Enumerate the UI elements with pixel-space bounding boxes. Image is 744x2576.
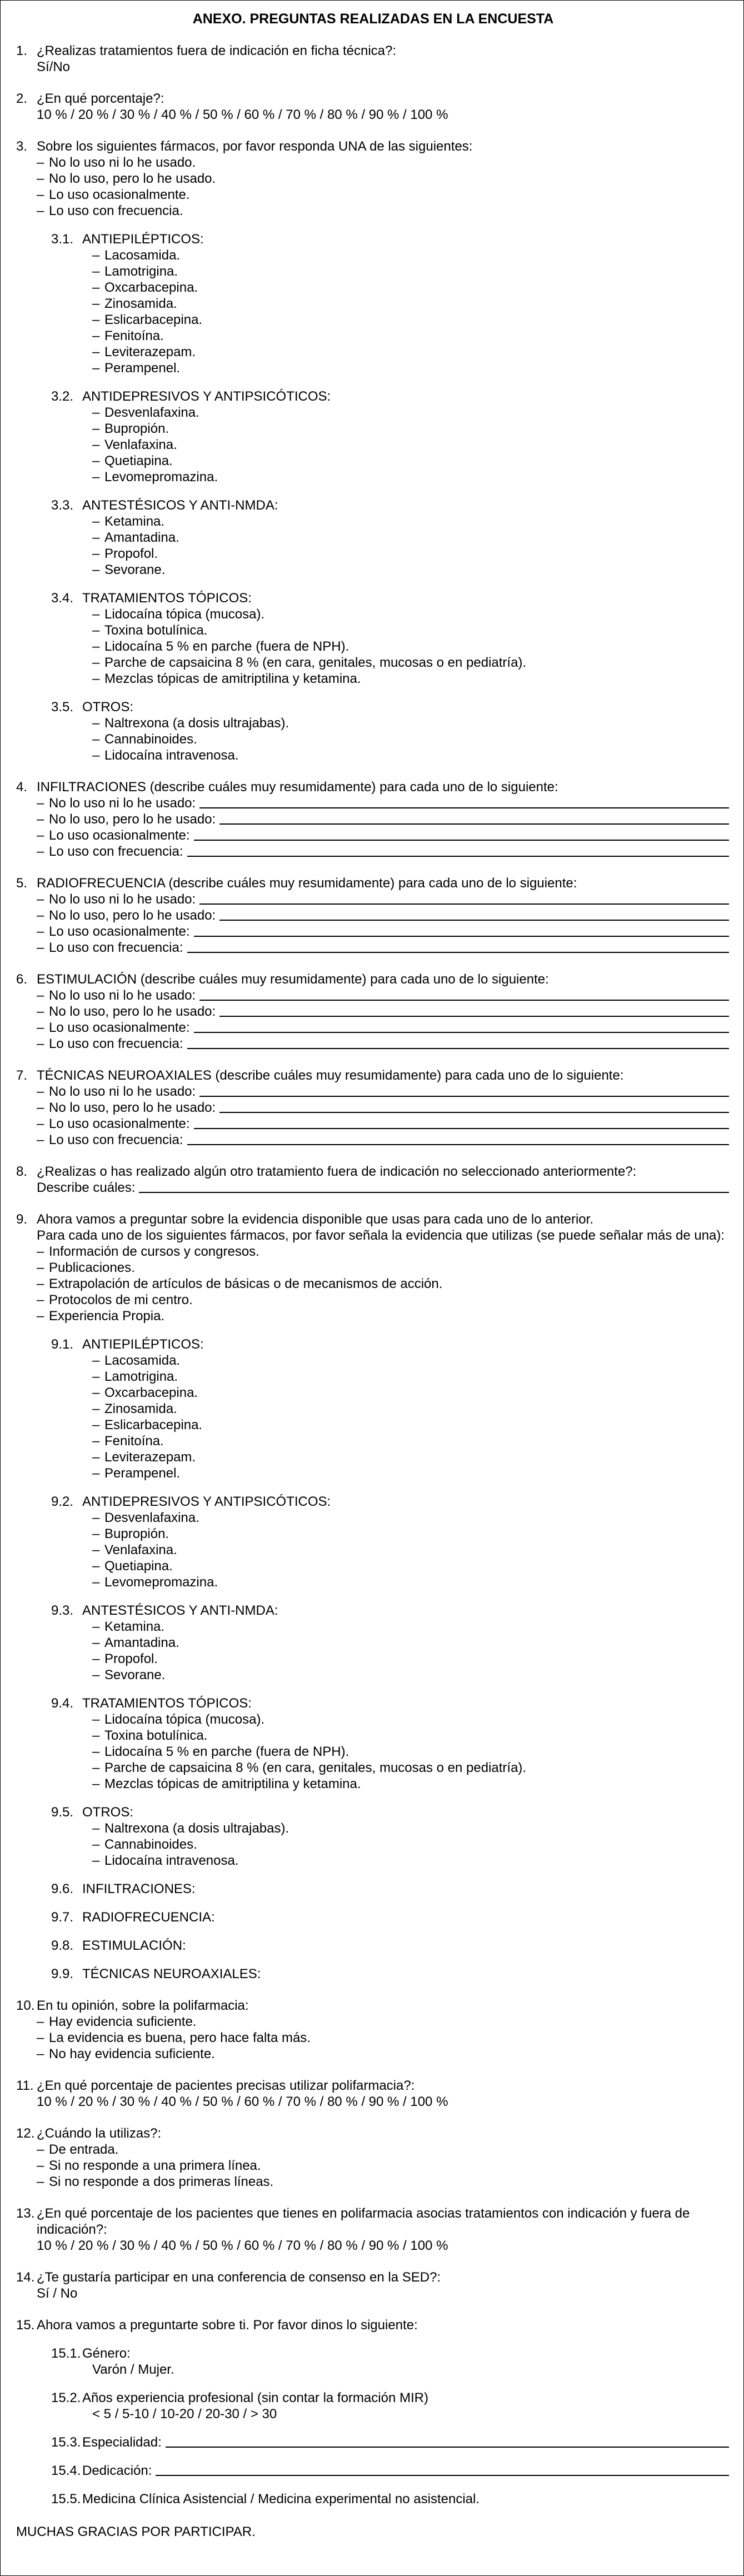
list-item: – Desvenlafaxina. [92, 405, 730, 421]
question-text: ¿Realizas tratamientos fuera de indicación en ficha técnica?: [37, 43, 397, 58]
list-item-label: – Lo uso ocasionalmente: [49, 1020, 190, 1035]
list-item-label: – No lo uso ni lo he usado: [49, 796, 196, 811]
subsection-number: 15.3. [51, 2435, 81, 2450]
fill-in-line [187, 952, 730, 953]
question-text: En tu opinión, sobre la polifarmacia: [37, 1998, 249, 2013]
subsection-number: 3.1. [51, 232, 74, 247]
list-item: – Fenitoína. [92, 328, 730, 344]
subsection-body [82, 1494, 730, 1590]
subsection-number: 9.1. [51, 1337, 74, 1352]
question [16, 2317, 730, 2507]
list-item: – No hay evidencia suficiente. [37, 2046, 730, 2062]
question-number: 1. [16, 43, 28, 58]
subsection-number: 9.9. [51, 1966, 74, 1981]
subsection-title: OTROS: [82, 1805, 134, 1820]
subsection-title: INFILTRACIONES: [82, 1881, 196, 1896]
list-item: – Venlafaxina. [92, 437, 730, 453]
list-item: – Quetiapina. [92, 453, 730, 469]
subsection-body [82, 1602, 730, 1683]
list-item-fill [37, 907, 730, 923]
question-text: TÉCNICAS NEUROAXIALES (describe cuáles muy resumidamente) para cada uno de lo siguiente: [37, 1068, 624, 1083]
fill-in-line [194, 840, 730, 841]
subsection-body [82, 2434, 730, 2450]
list-item: – Protocolos de mi centro. [37, 1292, 730, 1308]
fill-in-line [187, 1048, 730, 1049]
list-item-fill [37, 987, 730, 1004]
list-item-fill [37, 795, 730, 811]
subsection [51, 231, 730, 376]
subsection-title: Especialidad: [82, 2435, 162, 2450]
list-item: – Amantadina. [92, 530, 730, 546]
list-item: – Lidocaína intravenosa. [92, 747, 730, 763]
list-item: – Lacosamida. [92, 247, 730, 263]
question-number: 11. [16, 2078, 34, 2093]
list-item: – Cannabinoides. [92, 731, 730, 747]
question-number: 14. [16, 2270, 35, 2285]
question-number: 5. [16, 876, 28, 891]
subsection [51, 1909, 730, 1925]
list-item-label: – No lo uso, pero lo he usado: [49, 908, 216, 923]
subsection-number: 15.5. [51, 2492, 81, 2507]
subsection-title-row [82, 2463, 730, 2479]
subsection-body [82, 1336, 730, 1481]
list-item-fill [37, 923, 730, 940]
list-item: – Sevorane. [92, 1667, 730, 1683]
subsection-number: 9.2. [51, 1494, 74, 1509]
subsection [51, 2434, 730, 2450]
document-title: ANEXO. PREGUNTAS REALIZADAS EN LA ENCUESTA [192, 11, 554, 27]
closing-text: MUCHAS GRACIAS POR PARTICIPAR. [16, 2524, 256, 2539]
subsection-number: 15.4. [51, 2463, 81, 2478]
subsection [51, 590, 730, 687]
subsection-title: Dedicación: [82, 2463, 152, 2478]
question [16, 2269, 730, 2302]
subsection [51, 1602, 730, 1683]
question-number: 3. [16, 139, 28, 154]
subsection-number: 3.5. [51, 700, 74, 715]
list-item: – De entrada. [37, 2141, 730, 2158]
list-item: – Leviterazepam. [92, 344, 730, 360]
question-number: 4. [16, 780, 28, 795]
fill-item [37, 1180, 730, 1196]
subsection-title: ANTIDEPRESIVOS Y ANTIPSICÓTICOS: [82, 1494, 331, 1509]
fill-in-line [199, 1096, 729, 1097]
list-item-fill [37, 940, 730, 956]
question [16, 91, 730, 123]
subsection-number: 9.7. [51, 1910, 74, 1925]
list-item: – Parche de capsaicina 8 % (en cara, genitales, mucosas o en pediatría). [92, 655, 730, 671]
subsection-title-row [82, 2434, 730, 2450]
list-item-label: – No lo uso, pero lo he usado: [49, 1004, 216, 1019]
question-number: 8. [16, 1164, 28, 1179]
list-item: – Lo uso con frecuencia. [37, 203, 730, 219]
list-item: – Parche de capsaicina 8 % (en cara, genitales, mucosas o en pediatría). [92, 1760, 730, 1776]
question [16, 2125, 730, 2190]
question-body [37, 2078, 730, 2110]
question-text: ¿En qué porcentaje de pacientes precisas utilizar polifarmacia?: [37, 2078, 415, 2093]
subsection-body [82, 388, 730, 485]
question-text: ¿Te gustaría participar en una conferencia de consenso en la SED?: [37, 2270, 441, 2285]
question-body [37, 2125, 730, 2190]
subsection [51, 2463, 730, 2479]
subsection [51, 1804, 730, 1869]
answer-options: 10 % / 20 % / 30 % / 40 % / 50 % / 60 % / 70 % / 80 % / 90 % / 100 % [37, 107, 448, 122]
subsection-title: OTROS: [82, 700, 134, 715]
subsection [51, 1938, 730, 1954]
question-body [37, 1998, 730, 2062]
subsection [51, 1695, 730, 1792]
subsection-title: RADIOFRECUENCIA: [82, 1910, 215, 1925]
list-item: – Experiencia Propia. [37, 1308, 730, 1324]
list-item-label: – Lo uso con frecuencia: [49, 1132, 183, 1147]
fill-in-line [194, 936, 730, 937]
question-body [37, 43, 730, 75]
subsection-title: ANTIEPILÉPTICOS: [82, 1337, 204, 1352]
list-item: – Perampenel. [92, 1465, 730, 1481]
question-text: Sobre los siguientes fármacos, por favor responda UNA de las siguientes: [37, 139, 473, 154]
subsection [51, 497, 730, 578]
list-item: – Información de cursos y congresos. [37, 1244, 730, 1260]
question [16, 2078, 730, 2110]
question-text: ¿En qué porcentaje?: [37, 91, 164, 106]
subsection-number: 9.6. [51, 1881, 74, 1896]
question-text: Para cada uno de los siguientes fármacos, por favor señala la evidencia que utilizas (se puede señalar más de una): [37, 1228, 725, 1243]
subsection-body [82, 231, 730, 376]
list-item: – Hay evidencia suficiente. [37, 2014, 730, 2030]
list-item: – Extrapolación de artículos de básicas o de mecanismos de acción. [37, 1276, 730, 1292]
answer-options: < 5 / 5-10 / 10-20 / 20-30 / > 30 [92, 2407, 277, 2422]
subsection-title: Años experiencia profesional (sin contar la formación MIR) [82, 2390, 428, 2405]
fill-in-line [199, 807, 729, 808]
list-item-label: – Lo uso con frecuencia: [49, 844, 183, 859]
list-item: – Lacosamida. [92, 1352, 730, 1369]
subsection-number: 9.5. [51, 1805, 74, 1820]
answer-options: Varón / Mujer. [92, 2362, 174, 2377]
list-item: – Naltrexona (a dosis ultrajabas). [92, 1820, 730, 1836]
subsection-title: ANTESTÉSICOS Y ANTI-NMDA: [82, 1603, 278, 1618]
list-item: – Publicaciones. [37, 1260, 730, 1276]
list-item: – Toxina botulínica. [92, 622, 730, 638]
list-item: – Cannabinoides. [92, 1836, 730, 1853]
subsection-body [82, 1695, 730, 1792]
question-text: INFILTRACIONES (describe cuáles muy resumidamente) para cada uno de lo siguiente: [37, 780, 558, 795]
fill-in-line [199, 1000, 729, 1001]
fill-in-line [219, 1112, 729, 1113]
list-item-fill [37, 1036, 730, 1052]
list-item: – Lidocaína tópica (mucosa). [92, 606, 730, 622]
subsection-body [82, 1881, 730, 1897]
list-item: – Naltrexona (a dosis ultrajabas). [92, 715, 730, 731]
subsection-body [82, 1804, 730, 1869]
answer-options: 10 % / 20 % / 30 % / 40 % / 50 % / 60 % / 70 % / 80 % / 90 % / 100 % [37, 2094, 448, 2109]
subsection-body [82, 497, 730, 578]
subsection-number: 9.8. [51, 1938, 74, 1953]
subsection-number: 9.4. [51, 1696, 74, 1711]
question-body [37, 138, 730, 763]
subsection-number: 15.2. [51, 2390, 81, 2405]
list-item-fill [37, 843, 730, 860]
question-number: 12. [16, 2126, 35, 2141]
question [16, 875, 730, 956]
list-item: – Venlafaxina. [92, 1542, 730, 1558]
fill-in-line [219, 920, 729, 921]
list-item-fill [37, 891, 730, 907]
question-body [37, 91, 730, 123]
question-body [37, 1164, 730, 1196]
question [16, 1164, 730, 1196]
question-body [37, 779, 730, 860]
list-item: – Propofol. [92, 1651, 730, 1667]
subsection-title: ESTIMULACIÓN: [82, 1938, 186, 1953]
question-body [37, 875, 730, 956]
subsection-title: TRATAMIENTOS TÓPICOS: [82, 591, 252, 606]
list-item: – Lo uso ocasionalmente. [37, 187, 730, 203]
subsection-title: TRATAMIENTOS TÓPICOS: [82, 1696, 252, 1711]
answer-options: Sí / No [37, 2286, 78, 2301]
subsection-body [82, 1938, 730, 1954]
subsection-body [82, 1909, 730, 1925]
fill-in-line [219, 1016, 729, 1017]
list-item-label: – Lo uso ocasionalmente: [49, 1116, 190, 1131]
fill-in-line [187, 856, 730, 857]
list-item: – Eslicarbacepina. [92, 312, 730, 328]
question-number: 10. [16, 1998, 35, 2013]
list-item: – Ketamina. [92, 1619, 730, 1635]
list-item: – Lidocaína intravenosa. [92, 1853, 730, 1869]
subsection-body [82, 2463, 730, 2479]
list-item: – Bupropión. [92, 421, 730, 437]
list-item-label: – Lo uso ocasionalmente: [49, 828, 190, 843]
list-item: – Levomepromazina. [92, 469, 730, 485]
list-item-label: – No lo uso, pero lo he usado: [49, 1100, 216, 1115]
question-text: Ahora vamos a preguntarte sobre ti. Por favor dinos lo siguiente: [37, 2318, 418, 2333]
list-item-label: – Lo uso con frecuencia: [49, 940, 183, 955]
question [16, 779, 730, 860]
subsection-title: Género: [82, 2346, 131, 2361]
subsection [51, 1494, 730, 1590]
subsection [51, 388, 730, 485]
questions [16, 43, 730, 2507]
list-item: – Eslicarbacepina. [92, 1417, 730, 1433]
question-number: 7. [16, 1068, 28, 1083]
question-text: ¿Realizas o has realizado algún otro tratamiento fuera de indicación no seleccionado anteriormente?: [37, 1164, 637, 1179]
question-text: ESTIMULACIÓN (describe cuáles muy resumidamente) para cada uno de lo siguiente: [37, 972, 549, 987]
question-body [37, 1067, 730, 1148]
question [16, 1998, 730, 2062]
list-item-label: – Lo uso con frecuencia: [49, 1036, 183, 1051]
list-item: – Quetiapina. [92, 1558, 730, 1574]
list-item: – Propofol. [92, 546, 730, 562]
list-item: – Lamotrigina. [92, 1369, 730, 1385]
list-item-label: – No lo uso ni lo he usado: [49, 892, 196, 907]
subsection-body [82, 1966, 730, 1982]
fill-in-line [166, 2447, 729, 2448]
list-item: – Lamotrigina. [92, 263, 730, 279]
list-item-label: – No lo uso ni lo he usado: [49, 1084, 196, 1099]
subsection-body [82, 699, 730, 763]
subsection [51, 2491, 730, 2507]
subsection [51, 699, 730, 763]
list-item: – Si no responde a una primera línea. [37, 2158, 730, 2174]
question-text: Ahora vamos a preguntar sobre la evidencia disponible que usas para cada uno de lo anterior. [37, 1212, 593, 1227]
list-item: – Sevorane. [92, 562, 730, 578]
subsection-title: ANTIDEPRESIVOS Y ANTIPSICÓTICOS: [82, 389, 331, 404]
list-item-fill [37, 1084, 730, 1100]
question-text: RADIOFRECUENCIA (describe cuáles muy resumidamente) para cada uno de lo siguiente: [37, 876, 577, 891]
question-body [37, 1211, 730, 1982]
subsection-title: Medicina Clínica Asistencial / Medicina experimental no asistencial. [82, 2492, 480, 2507]
list-item: – Desvenlafaxina. [92, 1510, 730, 1526]
list-item: – Zinosamida. [92, 1401, 730, 1417]
list-item: – Amantadina. [92, 1635, 730, 1651]
question-body [37, 971, 730, 1052]
fill-in-line [156, 2475, 729, 2476]
subsection [51, 2345, 730, 2378]
subsection [51, 1336, 730, 1481]
subsection-title: ANTIEPILÉPTICOS: [82, 232, 204, 247]
question-number: 9. [16, 1212, 28, 1227]
list-item-fill [37, 1004, 730, 1020]
question-body [37, 2205, 730, 2254]
answer-options: Sí/No [37, 59, 71, 74]
fill-in-line [219, 823, 729, 825]
list-item-label: – No lo uso, pero lo he usado: [49, 812, 216, 827]
list-item: – Levomepromazina. [92, 1574, 730, 1590]
answer-options: 10 % / 20 % / 30 % / 40 % / 50 % / 60 % / 70 % / 80 % / 90 % / 100 % [37, 2238, 448, 2253]
question [16, 1211, 730, 1982]
question-number: 2. [16, 91, 28, 106]
list-item: – Lidocaína tópica (mucosa). [92, 1711, 730, 1728]
list-item: – Bupropión. [92, 1526, 730, 1542]
list-item: – Leviterazepam. [92, 1449, 730, 1465]
list-item: – Si no responde a dos primeras líneas. [37, 2174, 730, 2190]
list-item-fill [37, 1132, 730, 1148]
list-item: – Ketamina. [92, 513, 730, 530]
fill-in-line [187, 1144, 730, 1145]
fill-in-line [139, 1192, 729, 1193]
subsection-number: 15.1. [51, 2346, 81, 2361]
list-item-fill [37, 1100, 730, 1116]
list-item: – Zinosamida. [92, 296, 730, 312]
question [16, 2205, 730, 2254]
list-item: – Lidocaína 5 % en parche (fuera de NPH). [92, 638, 730, 655]
list-item-fill [37, 811, 730, 827]
list-item: – No lo uso, pero lo he usado. [37, 171, 730, 187]
list-item: – Mezclas tópicas de amitriptilina y ketamina. [92, 671, 730, 687]
list-item: – Perampenel. [92, 360, 730, 376]
list-item: – Lidocaína 5 % en parche (fuera de NPH). [92, 1744, 730, 1760]
subsection-body [82, 2390, 730, 2422]
list-item-fill [37, 827, 730, 843]
list-item-label: – Lo uso ocasionalmente: [49, 924, 190, 939]
question [16, 43, 730, 75]
subsection-number: 3.2. [51, 389, 74, 404]
question [16, 971, 730, 1052]
question-text: ¿Cuándo la utilizas?: [37, 2126, 162, 2141]
subsection-number: 3.3. [51, 498, 74, 513]
list-item: – Oxcarbacepina. [92, 279, 730, 296]
subsection-title: TÉCNICAS NEUROAXIALES: [82, 1966, 261, 1981]
list-item: – Fenitoína. [92, 1433, 730, 1449]
fill-item-label: Describe cuáles: [37, 1180, 136, 1195]
question [16, 138, 730, 763]
list-item: – No lo uso ni lo he usado. [37, 154, 730, 171]
list-item: – Oxcarbacepina. [92, 1385, 730, 1401]
fill-in-line [194, 1032, 730, 1033]
subsection-body [82, 2491, 730, 2507]
question-number: 6. [16, 972, 28, 987]
question-number: 13. [16, 2206, 35, 2221]
subsection [51, 2390, 730, 2422]
question-text: ¿En qué porcentaje de los pacientes que tienes en polifarmacia asocias tratamientos con indicación y fuera de indicación?: [37, 2206, 690, 2237]
question-body [37, 2269, 730, 2302]
list-item: – La evidencia es buena, pero hace falta más. [37, 2030, 730, 2046]
list-item-fill [37, 1020, 730, 1036]
subsection-number: 9.3. [51, 1603, 74, 1618]
fill-in-line [194, 1128, 730, 1129]
list-item-fill [37, 1116, 730, 1132]
subsection-number: 3.4. [51, 591, 74, 606]
subsection-body [82, 590, 730, 687]
list-item: – Mezclas tópicas de amitriptilina y ketamina. [92, 1776, 730, 1792]
question-number: 15. [16, 2318, 35, 2333]
question-body [37, 2317, 730, 2507]
subsection [51, 1881, 730, 1897]
subsection [51, 1966, 730, 1982]
fill-in-line [199, 903, 729, 905]
list-item: – Toxina botulínica. [92, 1728, 730, 1744]
subsection-title: ANTESTÉSICOS Y ANTI-NMDA: [82, 498, 278, 513]
list-item-label: – No lo uso ni lo he usado: [49, 988, 196, 1003]
question [16, 1067, 730, 1148]
subsection-body [82, 2345, 730, 2378]
